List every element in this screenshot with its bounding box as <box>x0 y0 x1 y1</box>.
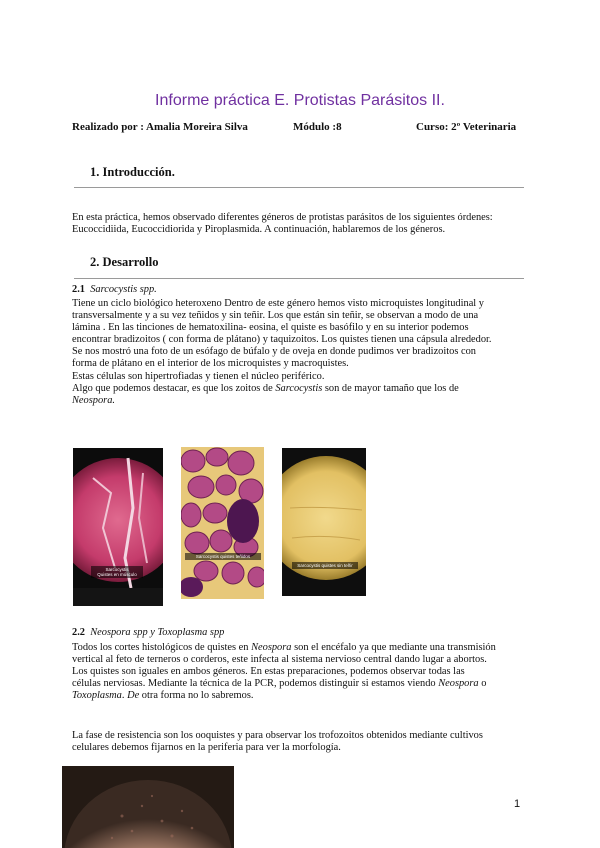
oocyst-paragraph <box>72 730 532 754</box>
text-line: Se nos mostró una foto de un esófago de búfalo y de oveja en donde pudimos ver bradizoitos con <box>72 346 476 358</box>
subsection-number: 2.2 <box>72 627 85 638</box>
micrograph-sarcocystis-unstained <box>282 448 366 596</box>
micrograph-sarcocystis-muscle <box>73 448 163 606</box>
section-heading-desarrollo: 2. Desarrollo <box>90 255 159 269</box>
text-line: forma de plátano en el interior de los microquistes y macroquistes. <box>72 358 349 370</box>
neospora-paragraph <box>72 642 532 702</box>
page-number: 1 <box>514 798 521 810</box>
text-line: La fase de resistencia son los ooquistes y para observar los trofozoitos obtenidos mediante cultivos <box>72 730 483 741</box>
micrograph-neospora <box>62 766 234 848</box>
micrograph-image <box>181 447 264 599</box>
micrograph-image <box>73 448 163 606</box>
text-line: Los quistes son iguales en ambos géneros. En estas preparaciones, podemos observar todas las <box>72 666 465 678</box>
micrograph-caption: Sarcocystis quistes sin teñir <box>292 562 358 569</box>
text-line: Toxoplasma. De otra forma no lo sabremos. <box>72 690 254 702</box>
subsection-heading-sarcocystis <box>72 284 157 295</box>
micrograph-image <box>62 766 234 848</box>
text-line: vertical al feto de terneros o corderos, este infecta al sistema nervioso central dando lugar a abortos. <box>72 654 487 666</box>
divider <box>74 278 524 279</box>
subsection-heading-neospora <box>72 627 224 638</box>
text-line: encontrar bradizoitos ( con forma de plátano) y taquizoitos. Los quistes tienen una cápsula alrededor. <box>72 334 492 346</box>
micrograph-caption: Sarcocystis Quistes en músculo <box>91 566 143 578</box>
micrograph-caption: Sarcocystis quistes teñidos <box>185 553 261 560</box>
text-line: células nerviosas. Mediante la técnica de la PCR, podemos distinguir si estamos viendo Neospora o <box>72 678 487 690</box>
course-line: Curso: 2º Veterinaria <box>416 121 517 133</box>
module-line: Módulo :8 <box>293 121 342 133</box>
text-line: En esta práctica, hemos observado diferentes géneros de protistas parásitos de los siguientes órdenes: <box>72 212 493 223</box>
text-line: Tiene un ciclo biológico heteroxeno Dentro de este género hemos visto microquistes longitudinal y <box>72 298 484 309</box>
text-line: Estas células son hipertrofiadas y tienen el núcleo periférico. <box>72 370 325 382</box>
author-line: Realizado por : Amalia Moreira Silva <box>72 121 248 133</box>
text-line: Eucoccidiida, Eucoccidiorida y Piroplasmida. A continuación, hablaremos de los géneros. <box>72 224 446 236</box>
intro-paragraph <box>72 212 532 236</box>
divider <box>74 187 524 188</box>
section-heading-introduccion: 1. Introducción. <box>90 165 175 179</box>
text-line: Neospora. <box>72 394 116 406</box>
subsection-number: 2.1 <box>72 284 85 295</box>
micrograph-sarcocystis-stained <box>181 447 264 599</box>
text-line: transversalmente y a su vez teñidos y sin teñir. Los que están sin teñir, se observan a modo de una <box>72 310 479 322</box>
micrograph-image <box>282 448 366 596</box>
document-title: Informe práctica E. Protistas Parásitos II. <box>155 92 445 109</box>
text-line: Algo que podemos destacar, es que los zoitos de Sarcocystis son de mayor tamaño que los de <box>72 382 459 394</box>
text-line: Todos los cortes histológicos de quistes en Neospora son el encéfalo ya que mediante una transmisión <box>72 642 496 653</box>
subsection-title: Sarcocystis spp. <box>90 284 157 295</box>
text-line: lámina . En las tinciones de hematoxilina- eosina, el quiste es basófilo y en su interior podemos <box>72 322 469 334</box>
subsection-title: Neospora spp y Toxoplasma spp <box>90 627 225 638</box>
sarcocystis-paragraph <box>72 298 532 407</box>
text-line: celulares debemos fijarnos en la periferia para ver la morfología. <box>72 742 341 754</box>
